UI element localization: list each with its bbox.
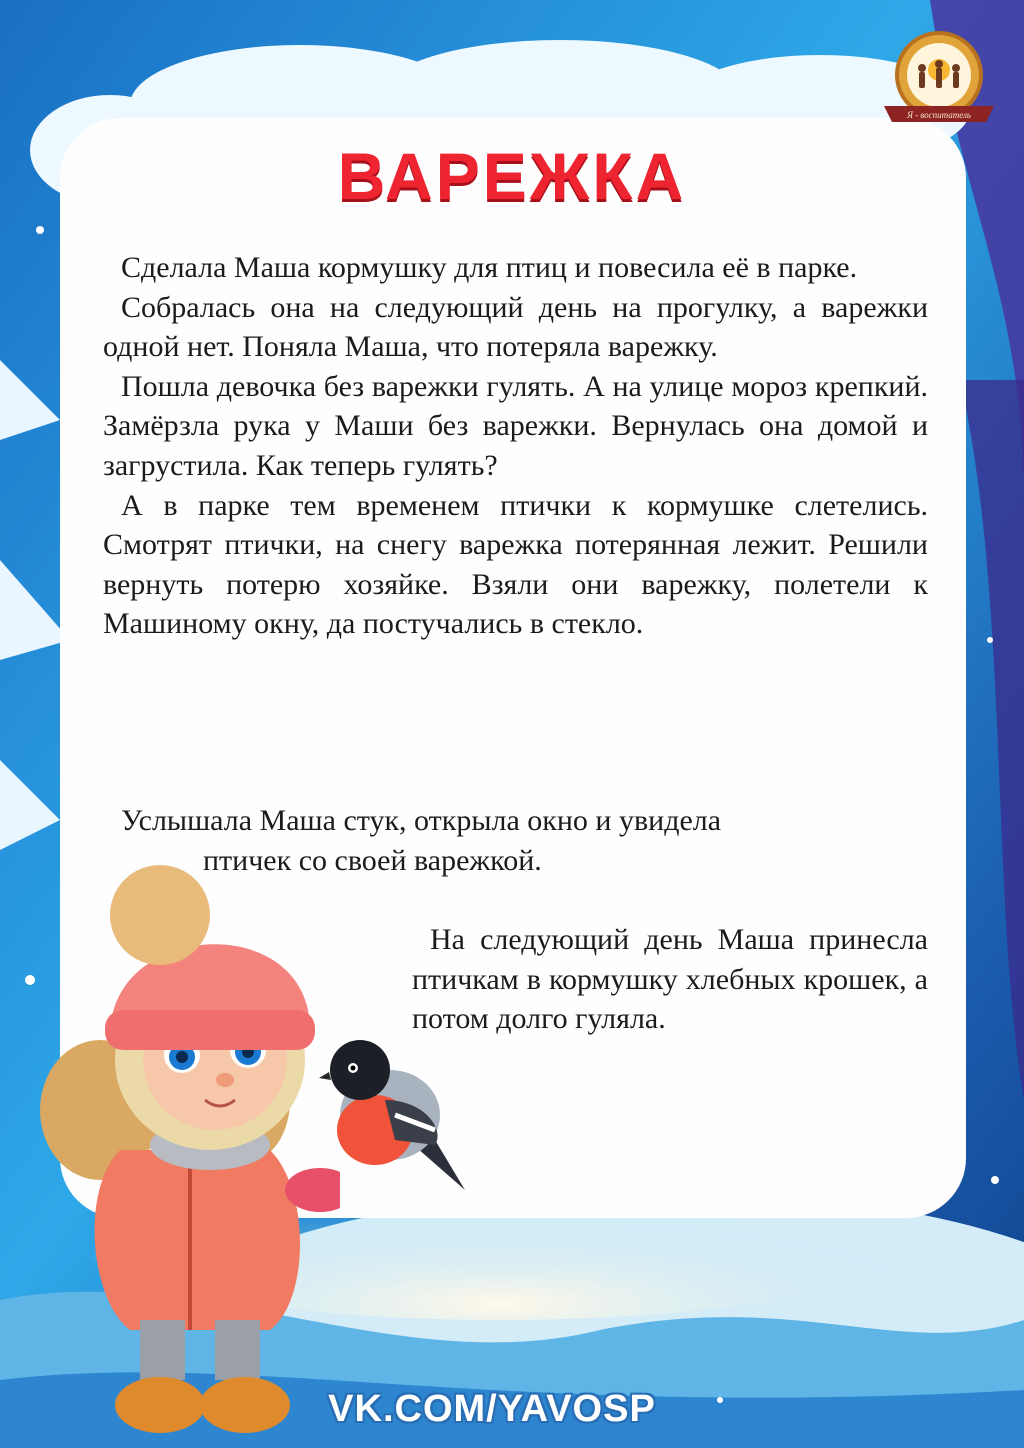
story-line: птичек со своей варежкой. (203, 843, 542, 877)
logo-badge (878, 30, 1000, 132)
footer-url[interactable]: VK.COM/YAVOSP (328, 1388, 656, 1430)
page-title: ВАРЕЖКА (337, 139, 687, 213)
story-text (103, 248, 928, 644)
story-paragraph: А в парке тем временем птички к кормушке слетелись. Смотрят птички, на снегу варежка потерянная лежит. Решили вернуть потерю хозяйке. Взяли они варежку, полетели к Машиному окну, да постучались в стекло. (103, 488, 928, 641)
logo-caption: Я - воспитатель (906, 110, 972, 120)
story-paragraph: Пошла девочка без варежки гулять. А на улице мороз крепкий. Замёрзла рука у Маши без варежки. Вернулась она домой и загрустила. Как теперь гулять? (103, 369, 928, 482)
story-paragraph: Собралась она на следующий день на прогулку, а варежки одной нет. Поняла Маша, что потеряла варежку. (103, 290, 928, 364)
story-line: Услышала Маша стук, открыла окно и увидела (121, 804, 722, 837)
story-paragraph-6: На следующий день Маша принесла птичкам в кормушку хлебных крошек, а потом долго гуляла. (412, 923, 928, 1036)
bullfinch-illustration (315, 1030, 475, 1200)
girl-illustration (20, 860, 340, 1440)
story-paragraph: Сделала Маша кормушку для птиц и повесила её в парке. (121, 251, 858, 284)
